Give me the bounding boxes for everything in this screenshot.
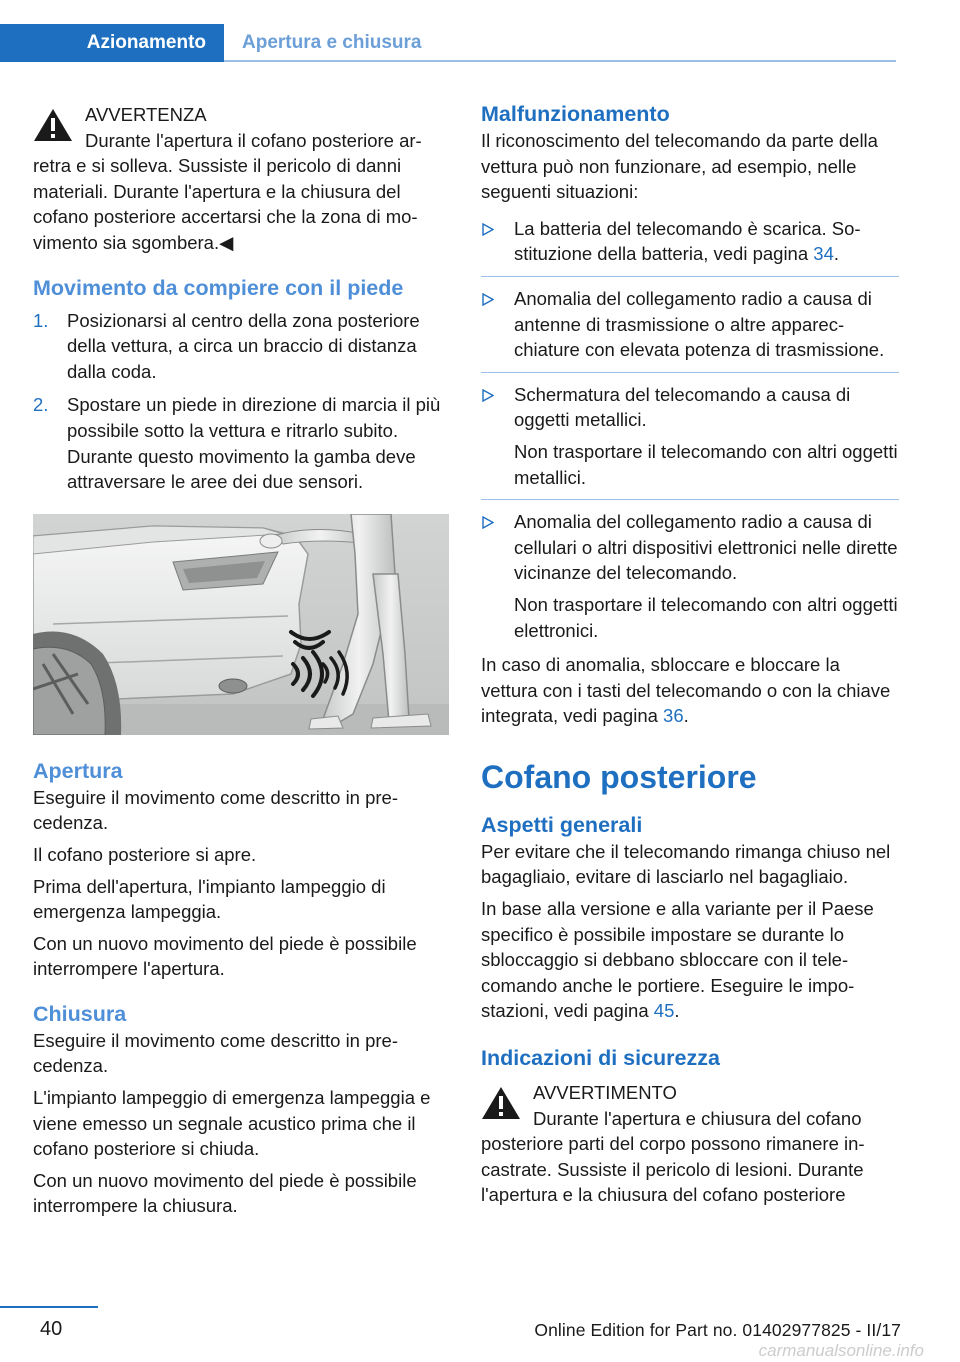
list-item-note: Non trasportare il telecomando con altri oggetti elettronici.: [514, 593, 898, 641]
heading-tailgate: Cofano posteriore: [481, 758, 757, 795]
step-text: Spostare un piede in direzione di marcia il più possibile sotto la vettura e ritrarlo subito. Durante questo movimento la gamba deve attraversare le aree dei due sensori.: [67, 394, 441, 493]
list-item-text: Schermatura del telecomando a causa di oggetti metallici.: [514, 383, 851, 431]
heading-malfunction: Malfunzionamento: [481, 102, 670, 126]
warning-title: AVVERTENZA: [85, 104, 207, 125]
warning-text: Durante l'apertura e chiusura del cofano posteriore parti del corpo possono rimanere incastrate. Sussiste il pericolo di lesioni. Durante l'apertura e la chiusura del cofano posteriore: [481, 1107, 865, 1206]
page-link[interactable]: 36: [663, 705, 684, 727]
step-item: [33, 392, 449, 494]
triangle-bullet-icon: [481, 286, 514, 363]
steps-list: [33, 308, 449, 495]
heading-general: Aspetti generali: [481, 812, 643, 837]
list-item-text: Anomalia del collegamento radio a causa di antenne di trasmissione o altre apparecchiature con elevata potenza di trasmissione.: [514, 287, 885, 361]
watermark: carmanualsonline.info: [758, 1341, 924, 1360]
opening-paragraph: Con un nuovo movimento del piede è possibile interrompere l'apertura.: [33, 932, 417, 980]
opening-paragraph: Eseguire il movimento come descritto in precedenza.: [33, 786, 399, 834]
foot-gesture-illustration: [33, 514, 449, 735]
right-column: [481, 100, 899, 1208]
list-item-note: Non trasportare il telecomando con altri oggetti metallici.: [514, 440, 898, 488]
malfunction-outro: In caso di anomalia, sbloccare e bloccare la vettura con i tasti del telecomando o con la chiave integrata, vedi pagina 36.: [481, 654, 891, 727]
header-tab-azionamento[interactable]: Azionamento: [0, 24, 224, 62]
step-text: Posizionarsi al centro della zona posteriore della vettura, a circa un braccio di distanza dalla coda.: [67, 309, 420, 382]
triangle-bullet-icon: [481, 216, 514, 267]
list-item: [481, 207, 899, 277]
list-item: [481, 500, 899, 652]
closing-paragraph: Con un nuovo movimento del piede è possibile interrompere la chiusura.: [33, 1169, 417, 1217]
list-item-text: Anomalia del collegamento radio a causa di cellulari o altri dispositivi elettronici nelle dirette vicinanze del telecomando.: [514, 511, 898, 584]
opening-paragraph: Il cofano posteriore si apre.: [33, 843, 257, 865]
footer-rule: [0, 1306, 98, 1308]
warning-text: Durante l'apertura il cofano posteriore arretra e si solleva. Sussiste il pericolo di danni materiali. Durante l'apertura e la chiusura del cofano posteriore accertarsi che la zona di movimento sia sgombera.◀: [33, 129, 422, 253]
page-link[interactable]: 45: [653, 1000, 675, 1022]
header-tab-section[interactable]: Apertura e chiusura: [242, 32, 422, 53]
general-paragraph: Per evitare che il telecomando rimanga chiuso nel bagagliaio, evitare di lasciarlo nel bagagliaio.: [481, 840, 891, 888]
triangle-bullet-icon: [481, 509, 514, 643]
list-item: [481, 373, 899, 500]
edition-text: Online Edition for Part no. 01402977825 - II/17: [534, 1320, 901, 1340]
triangle-bullet-icon: [481, 382, 514, 490]
heading-safety: Indicazioni di sicurezza: [481, 1046, 720, 1071]
malfunction-list: [481, 207, 899, 652]
list-item-text: La batteria del telecomando è scarica. Sostituzione della batteria, vedi pagina 34.: [514, 217, 861, 265]
warning-box: [481, 1078, 899, 1208]
closing-paragraph: Eseguire il movimento come descritto in precedenza.: [33, 1029, 399, 1077]
closing-paragraph: L'impianto lampeggio di emergenza lampeggia e viene emesso un segnale acustico prima che il cofano posteriore si chiuda.: [33, 1087, 431, 1160]
heading-opening: Apertura: [33, 758, 123, 783]
step-item: [33, 308, 449, 385]
warning-triangle-icon: [481, 1086, 521, 1120]
warning-triangle-icon: [33, 108, 73, 142]
list-item: [481, 277, 899, 373]
opening-paragraph: Prima dell'apertura, l'impianto lampeggio di emergenza lampeggia.: [33, 875, 386, 923]
warning-title: AVVERTIMENTO: [533, 1082, 677, 1104]
general-paragraph: In base alla versione e alla variante per il Paese specifico è possibile impostare se durante lo sbloccaggio si debbano sbloccare con il telecomando anche le portiere. Eseguire le impostazioni, vedi pagina 45.: [481, 898, 874, 1022]
page-link[interactable]: 34: [813, 243, 834, 265]
page-number: 40: [40, 1318, 63, 1340]
warning-box: [33, 100, 449, 256]
header-rule: [224, 60, 896, 62]
left-column: [33, 100, 449, 1219]
malfunction-intro: Il riconoscimento del telecomando da parte della vettura può non funzionare, ad esempio, nelle seguenti situazioni:: [481, 130, 878, 203]
heading-closing: Chiusura: [33, 1001, 127, 1026]
step-number: 1.: [33, 309, 49, 331]
heading-foot-movement: Movimento da compiere con il piede: [33, 275, 404, 300]
step-number: 2.: [33, 394, 49, 416]
